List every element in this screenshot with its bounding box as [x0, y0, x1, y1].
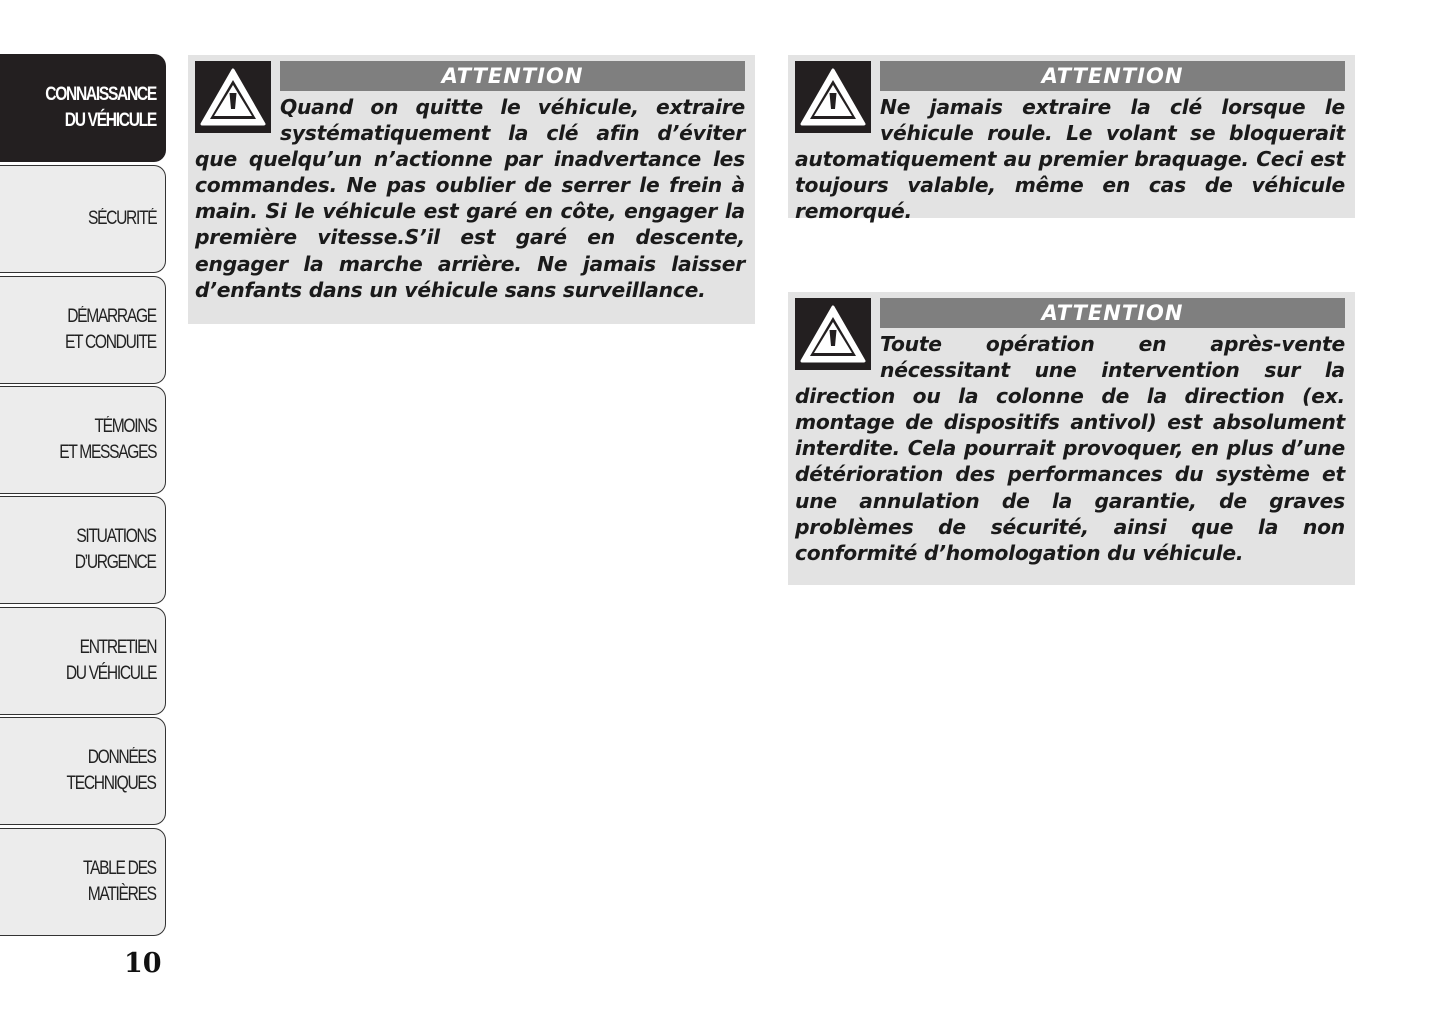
tab-label: SITUATIONS D’URGENCE — [75, 526, 156, 573]
tab-securite[interactable] — [0, 165, 166, 273]
warning-triangle-icon — [795, 298, 871, 370]
warning-box — [788, 292, 1355, 585]
tab-label: TÉMOINS ET MESSAGES — [59, 416, 156, 463]
tab-label: DÉMARRAGE ET CONDUITE — [65, 306, 156, 353]
tab-table-des-matieres[interactable] — [0, 828, 166, 936]
tab-entretien-du-vehicule[interactable] — [0, 607, 166, 715]
tab-label: SÉCURITÉ — [87, 208, 156, 229]
tab-situations-d-urgence[interactable] — [0, 496, 166, 604]
warning-box — [188, 55, 755, 324]
warning-title: ATTENTION — [880, 61, 1345, 91]
warning-triangle-icon — [795, 61, 871, 133]
warning-text: Toute opération en après-vente nécessitant une intervention sur la direction ou la colonne de la direction (ex. montage de dispositifs antivol) est absolument interdite. Cela pourrait provoquer, en plus d’une détérioration des performances du système et une annulation de la garantie, de graves problèmes de sécurité, ainsi que la non conformité d’homologation du véhicule. — [795, 332, 1345, 565]
warning-title: ATTENTION — [880, 298, 1345, 328]
warning-text: Quand on quitte le véhicule, extraire systématiquement la clé afin d’éviter que quelqu’un n’actionne par inadvertance les commandes. Ne pas oublier de serrer le frein à main. Si le véhicule est garé en côte, engager la première vitesse.S’il est garé en descente, engager la marche arrière. Ne jamais laisser d’enfants dans un véhicule sans surveillance. — [195, 95, 745, 302]
warning-title: ATTENTION — [280, 61, 745, 91]
warning-text: Ne jamais extraire la clé lorsque le véhicule roule. Le volant se bloquerait automatiquement au premier braquage. Ceci est toujours valable, même en cas de véhicule remorqué. — [795, 95, 1345, 224]
warning-triangle-icon — [195, 61, 271, 133]
tab-label: ENTRETIEN DU VÉHICULE — [65, 637, 156, 684]
tab-connaissance-du-vehicule[interactable] — [0, 54, 166, 162]
warning-box — [788, 55, 1355, 224]
tab-donnees-techniques[interactable] — [0, 717, 166, 825]
tab-label: CONNAISSANCE DU VÉHICULE — [45, 84, 156, 131]
tab-label: DONNÉES TECHNIQUES — [66, 747, 156, 794]
tab-temoins-et-messages[interactable] — [0, 386, 166, 494]
tab-demarrage-et-conduite[interactable] — [0, 276, 166, 384]
page-number: 10 — [124, 948, 162, 979]
tab-label: TABLE DES MATIÈRES — [83, 858, 156, 905]
